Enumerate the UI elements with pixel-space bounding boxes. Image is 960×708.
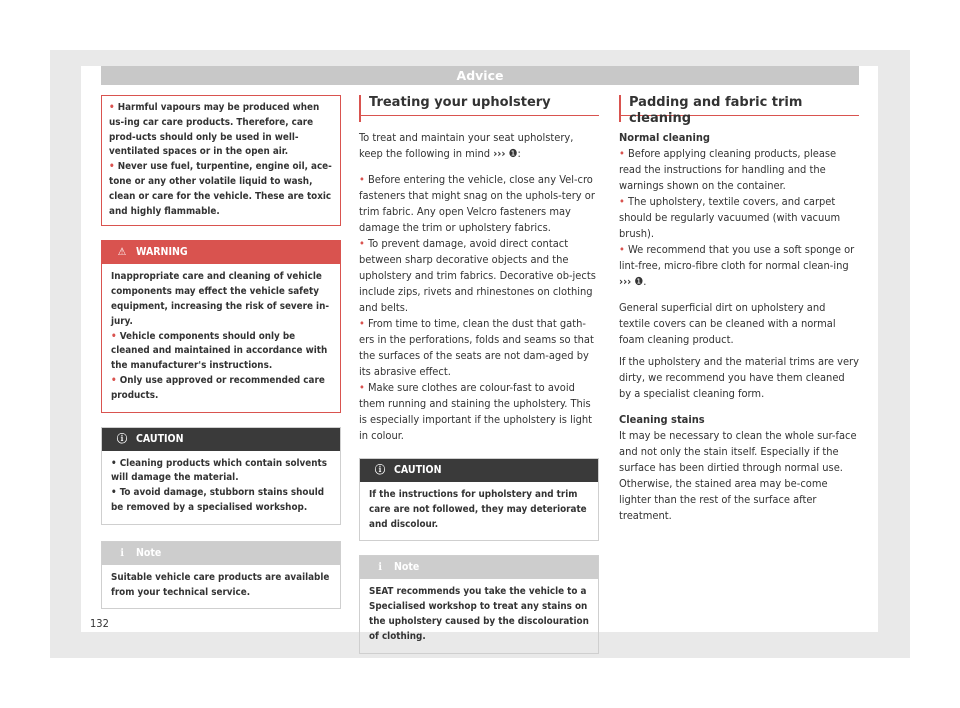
list-item: • Make sure clothes are colour-fast to avoid them running and staining the upholstery. This is especially important if the upholstery is light in colour. [359,381,593,442]
paragraph: It may be necessary to clean the whole sur-face and not only the stain itself. Especially if the surface has been dirtied through normal use. Otherwise, the stained area may be-come lighter than the rest of the surface after treatment. [619,429,857,522]
section-body [619,130,859,524]
paragraph: General superficial dirt on upholstery and textile covers can be cleaned with a normal foam cleaning product. [619,301,836,346]
bullet-icon: • [109,102,118,113]
list-item: • To prevent damage, avoid direct contact between sharp decorative objects and the upholstery and trim fabrics. Decorative ob-jects include zips, rivets and rhinestones on clothing and belts. [359,237,596,314]
warning-intro: Inappropriate care and cleaning of vehicle components may effect the vehicle safety equipment, increasing the risk of severe in-jury. [111,271,330,327]
subheading: Cleaning stains [619,413,705,426]
warning-item: • Never use fuel, turpentine, engine oil, ace-tone or any other volatile liquid to wash, clean or care for the vehicle. These are toxic and highly flammable. [109,161,332,217]
bullet-icon: • [111,374,120,386]
page-number: 132 [90,617,109,630]
subheading: Normal cleaning [619,131,710,144]
bullet-icon: • [619,243,628,256]
bullet-icon: • [111,330,120,342]
bullet-icon: • [111,457,120,469]
bullet-icon: • [619,147,628,160]
bullet-icon: • [359,317,368,330]
caution-item: • To avoid damage, stubborn stains should be removed by a specialised workshop. [111,487,325,513]
section-body [359,130,599,444]
section-title: Treating your upholstery [359,95,599,116]
note-body: SEAT recommends you take the vehicle to a Specialised workshop to treat any stains on the upholstery caused by the discolouration of clothing. [369,586,589,642]
caution-header: ⓘ CAUTION [360,459,598,482]
warning-ref-icon: ❶ [634,275,644,288]
bullet-icon: • [359,381,368,394]
note-icon: ℹ [120,546,124,559]
caution-box [101,427,341,525]
note-box [101,541,341,610]
caution-icon: ⓘ [374,464,386,476]
list-item: • We recommend that you use a soft sponge or lint-free, micro-fibre cloth for normal clean-ing ››› ❶. [619,243,855,288]
cross-ref-arrow[interactable]: ››› [493,147,506,160]
note-header: ℹ Note [360,556,598,579]
column-2 [359,95,599,654]
list-item: • Before entering the vehicle, close any Vel-cro fasteners that might snag on the uphols-tery or trim fabric. Any open Velcro fasteners may damage the trim or upholstery fabrics. [359,173,595,234]
cross-ref-arrow[interactable]: ››› [619,275,632,288]
caution-header: ⓘ CAUTION [102,428,340,451]
bullet-icon: • [359,237,368,250]
warning-item: • Vehicle components should only be cleaned and maintained in accordance with the manufacturer's instructions. [111,330,328,372]
intro-paragraph: To treat and maintain your seat upholstery, keep the following in mind ››› ❶: [359,131,574,160]
caution-box [359,458,599,541]
caution-icon: ⓘ [116,432,128,445]
note-body: Suitable vehicle care products are available from your technical service. [111,571,330,598]
caution-body [102,451,340,524]
warning-item: • Harmful vapours may be produced when us-ing car care products. Therefore, care prod-ucts should only be used in well-ventilated spaces or in the open air. [109,102,320,158]
warning-body [102,264,340,411]
bullet-icon: • [111,487,120,499]
warning-triangle-icon: ⚠ [117,246,127,259]
list-item: • Before applying cleaning products, please read the instructions for handling and the warnings shown on the container. [619,147,837,192]
warning-box [101,240,341,412]
section-title: Padding and fabric trim cleaning [619,95,859,116]
caution-item: • Cleaning products which contain solvents will damage the material. [111,457,327,484]
note-icon: ℹ [378,561,382,574]
warning-item: • Only use approved or recommended care products. [111,374,325,401]
warning-ref-icon: ❶ [508,147,518,160]
caution-body: If the instructions for upholstery and trim care are not followed, they may deteriorate and discolour. [369,489,587,530]
note-box [359,555,599,653]
bullet-icon: • [619,195,628,208]
column-1 [101,95,341,609]
bullet-icon: • [359,173,368,186]
paragraph: If the upholstery and the material trims are very dirty, we recommend you have them cleaned by a specialist cleaning form. [619,355,859,400]
warning-header: ⚠ WARNING [102,241,340,264]
note-header: ℹ Note [102,542,340,565]
bullet-icon: • [109,161,118,173]
warning-continued-box [101,95,341,226]
column-3 [619,95,859,524]
list-item: • From time to time, clean the dust that gath-ers in the perforations, folds and seams so that the surfaces of the seats are not dam-aged by its abrasive effect. [359,317,594,378]
list-item: • The upholstery, textile covers, and carpet should be regularly vacuumed (with vacuum brush). [619,195,841,240]
section-header: Advice [101,66,859,85]
